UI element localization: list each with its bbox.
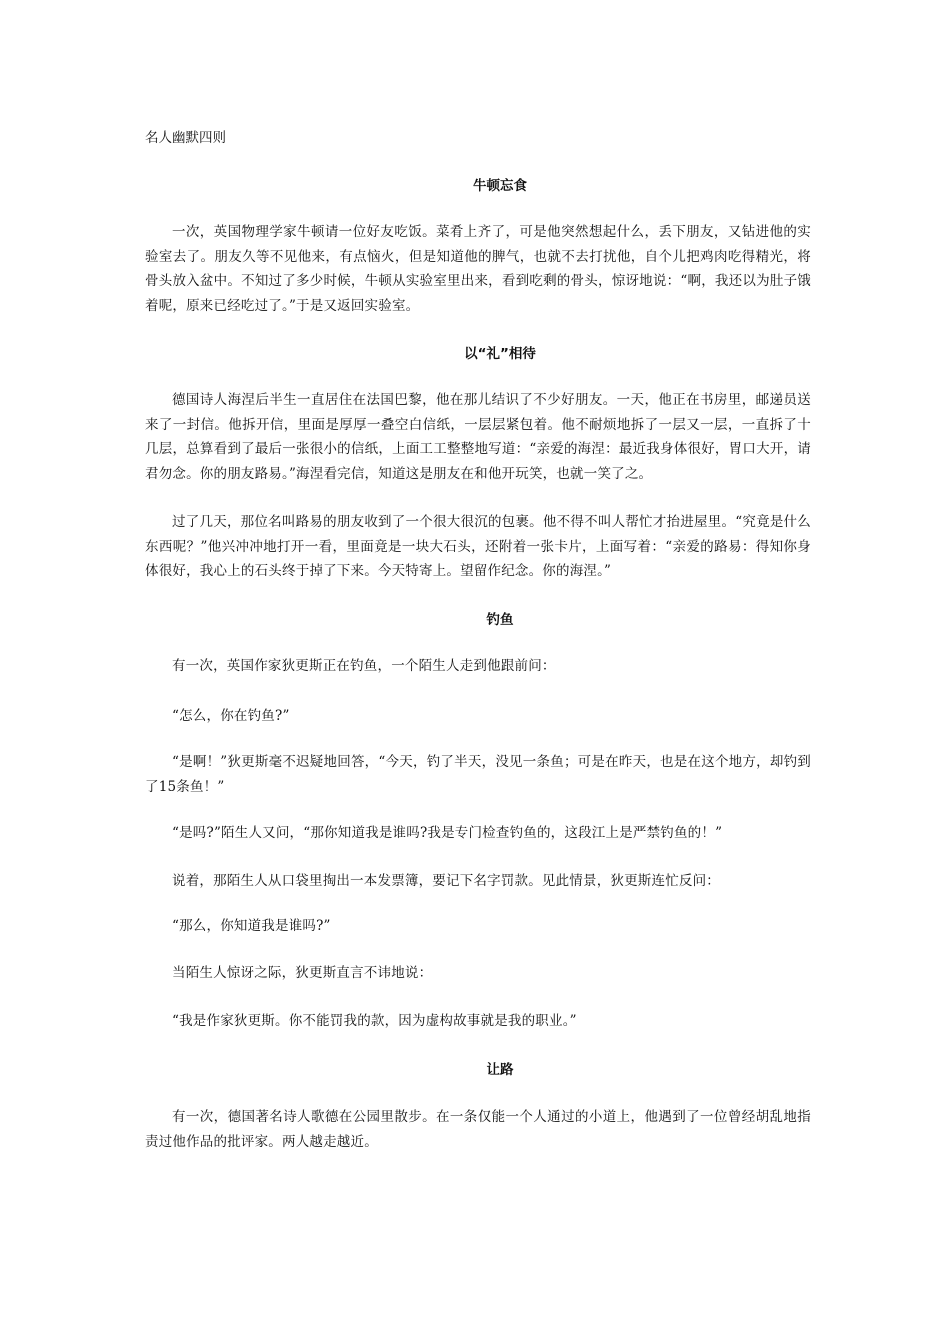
paragraph: “是啊！”狄更斯毫不迟疑地回答，“今天，钓了半天，没见一条鱼；可是在昨天，也是在这个地方，却钓到了15条鱼！” [145,754,811,795]
paragraph: 有一次，德国著名诗人歌德在公园里散步。在一条仅能一个人通过的小道上，他遇到了一位曾经胡乱地指责过他作品的批评家。两人越走越近。 [145,1109,811,1150]
paragraph: 有一次，英国作家狄更斯正在钓鱼，一个陌生人走到他跟前问： [172,658,556,674]
paragraph: 一次，英国物理学家牛顿请一位好友吃饭。菜肴上齐了，可是他突然想起什么，丢下朋友，又钻进他的实验室去了。朋友久等不见他来，有点恼火，但是知道他的脾气，也就不去打扰他，自个儿把鸡肉吃得精光，将骨头放入盆中。不知过了多少时候，牛顿从实验室里出来，看到吃剩的骨头，惊讶地说：“啊，我还以为肚子饿着呢，原来已经吃过了。”于是又返回实验室。 [145,224,811,314]
section-heading-newton: 牛顿忘食 [473,178,527,194]
paragraph: 过了几天，那位名叫路易的朋友收到了一个很大很沉的包裹。他不得不叫人帮忙才抬进屋里。“究竟是什么东西呢？”他兴冲冲地打开一看，里面竟是一块大石头，还附着一张卡片，上面写着：“亲爱的路易：得知你身体很好，我心上的石头终于掉了下来。今天特寄上。望留作纪念。你的海涅。” [145,514,811,580]
paragraph: 德国诗人海涅后半生一直居住在法国巴黎，他在那儿结识了不少好朋友。一天，他正在书房里，邮递员送来了一封信。他拆开信，里面是厚厚一叠空白信纸，一层层紧包着。他不耐烦地拆了一层又一层，一直拆了十几层，总算看到了最后一张很小的信纸，上面工工整整地写道：“亲爱的海涅：最近我身体很好，胃口大开，请君勿念。你的朋友路易。”海涅看完信，知道这是朋友在和他开玩笑，也就一笑了之。 [145,392,811,482]
document-title: 名人幽默四则 [145,130,226,146]
section-heading-fishing: 钓鱼 [486,612,514,628]
paragraph: “那么，你知道我是谁吗?” [172,918,331,934]
paragraph: 说着，那陌生人从口袋里掏出一本发票簿，要记下名字罚款。见此情景，狄更斯连忙反问： [172,873,720,889]
section-heading-give-way: 让路 [486,1062,514,1078]
paragraph: “是吗?”陌生人又问，“那你知道我是谁吗?我是专门检查钓鱼的，这段江上是严禁钓鱼的！” [172,825,723,841]
paragraph: “我是作家狄更斯。你不能罚我的款，因为虚构故事就是我的职业。” [172,1013,577,1029]
section-heading-heine: 以“礼”相待 [464,346,536,362]
paragraph: “怎么，你在钓鱼?” [172,708,290,724]
paragraph: 当陌生人惊讶之际，狄更斯直言不讳地说： [172,965,433,981]
